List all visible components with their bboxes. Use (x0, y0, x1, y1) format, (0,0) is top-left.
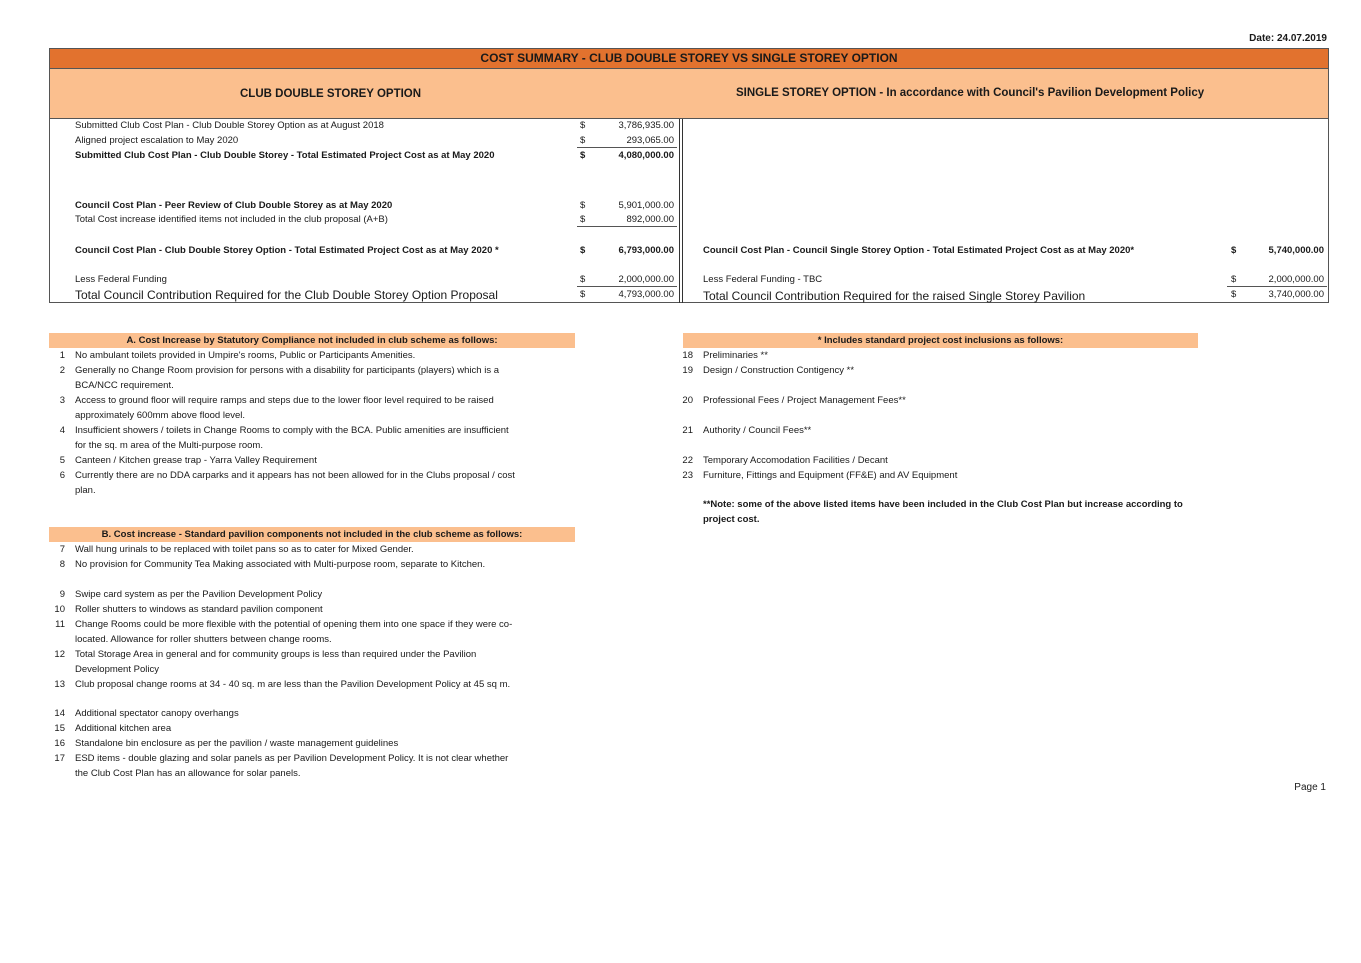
item-text: No ambulant toilets provided in Umpire's rooms, Public or Participants Amenities. (75, 350, 416, 361)
item-number: 9 (59, 589, 65, 600)
left-row-amount: 6,793,000.00 (618, 245, 674, 256)
left-row-label: Aligned project escalation to May 2020 (75, 135, 239, 146)
item-text: Total Storage Area in general and for community groups is less than required under the Pavilion (75, 649, 477, 660)
item-number: 20 (682, 395, 693, 406)
left-row-amount: 892,000.00 (626, 214, 674, 225)
document-date: Date: 24.07.2019 (1249, 33, 1327, 44)
currency-symbol: $ (1231, 245, 1237, 256)
currency-symbol: $ (580, 200, 586, 211)
left-total-label: Total Council Contribution Required for the Club Double Storey Option Proposal (75, 288, 498, 302)
right-row-label: Less Federal Funding - TBC (703, 274, 823, 285)
item-number: 14 (54, 708, 65, 719)
item-text: Generally no Change Room provision for persons with a disability for participants (players) which is a (75, 365, 499, 376)
subtotal-line (577, 226, 677, 227)
item-text: Authority / Council Fees** (703, 425, 812, 436)
column-divider (679, 119, 680, 303)
item-text-cont: for the sq. m area of the Multi-purpose room. (75, 440, 263, 451)
subtotal-line (1227, 286, 1327, 287)
item-number: 3 (59, 395, 65, 406)
item-number: 17 (54, 753, 65, 764)
item-number: 13 (54, 679, 65, 690)
item-text: Wall hung urinals to be replaced with toilet pans so as to cater for Mixed Gender. (75, 544, 414, 555)
item-text: ESD items - double glazing and solar panels as per Pavilion Development Policy. It is not clear whether (75, 753, 509, 764)
item-number: 4 (59, 425, 65, 436)
item-text-cont: the Club Cost Plan has an allowance for solar panels. (75, 768, 301, 779)
item-text: Access to ground floor will require ramps and steps due to the lower floor level required to be raised (75, 395, 494, 406)
item-number: 11 (55, 619, 65, 630)
left-row-amount: 2,000,000.00 (618, 274, 674, 285)
subtotal-line (577, 147, 677, 148)
item-text-cont: plan. (75, 485, 96, 496)
currency-symbol: $ (580, 289, 586, 300)
item-text: Temporary Accomodation Facilities / Decant (703, 455, 888, 466)
item-text: Change Rooms could be more flexible with the potential of opening them into one space if they were co- (75, 619, 513, 630)
inclusions-note-cont: project cost. (703, 514, 760, 525)
right-option-header: SINGLE STOREY OPTION - In accordance with Council's Pavilion Development Policy (736, 87, 1205, 99)
item-number: 15 (54, 723, 65, 734)
item-number: 10 (54, 604, 65, 615)
currency-symbol: $ (580, 214, 586, 225)
item-number: 7 (59, 544, 65, 555)
section-a-header: A. Cost Increase by Statutory Compliance not included in club scheme as follows: (49, 333, 575, 348)
item-text: Additional spectator canopy overhangs (75, 708, 239, 719)
item-text: Professional Fees / Project Management Fees** (703, 395, 906, 406)
item-text: Furniture, Fittings and Equipment (FF&E) and AV Equipment (703, 470, 958, 481)
left-row-label: Submitted Club Cost Plan - Club Double Storey - Total Estimated Project Cost as at May 2020 (75, 150, 495, 161)
item-number: 16 (54, 738, 65, 749)
right-total-label: Total Council Contribution Required for the raised Single Storey Pavilion (703, 289, 1086, 303)
item-text-cont: BCA/NCC requirement. (75, 380, 174, 391)
item-number: 18 (682, 350, 693, 361)
item-number: 22 (682, 455, 693, 466)
inclusions-header: * Includes standard project cost inclusions as follows: (683, 333, 1198, 348)
item-text-cont: located. Allowance for roller shutters between change rooms. (75, 634, 332, 645)
currency-symbol: $ (580, 245, 586, 256)
item-number: 19 (682, 365, 693, 376)
currency-symbol: $ (1231, 289, 1237, 300)
item-number: 23 (682, 470, 693, 481)
column-divider (682, 119, 683, 303)
item-text: Swipe card system as per the Pavilion Development Policy (75, 589, 323, 600)
left-row-amount: 5,901,000.00 (618, 200, 674, 211)
item-number: 2 (59, 365, 65, 376)
item-text: Standalone bin enclosure as per the pavilion / waste management guidelines (75, 738, 399, 749)
currency-symbol: $ (580, 150, 586, 161)
item-text-cont: approximately 600mm above flood level. (75, 410, 246, 421)
inclusions-note: **Note: some of the above listed items have been included in the Club Cost Plan but increase according to (703, 499, 1183, 510)
page-number: Page 1 (1294, 782, 1326, 793)
item-number: 12 (54, 649, 65, 660)
right-total-amount: 3,740,000.00 (1268, 289, 1324, 300)
cost-summary-table (49, 48, 1329, 303)
item-text: Insufficient showers / toilets in Change Rooms to comply with the BCA. Public amenities are insufficient (75, 425, 509, 436)
item-number: 21 (682, 425, 693, 436)
currency-symbol: $ (580, 120, 586, 131)
item-text: No provision for Community Tea Making associated with Multi-purpose room, separate to Kitchen. (75, 559, 486, 570)
item-number: 8 (59, 559, 65, 570)
item-text: Canteen / Kitchen grease trap - Yarra Valley Requirement (75, 455, 317, 466)
left-row-amount: 4,080,000.00 (618, 150, 674, 161)
currency-symbol: $ (1231, 274, 1237, 285)
item-text: Currently there are no DDA carparks and it appears has not been allowed for in the Clubs proposal / cost (75, 470, 515, 481)
item-number: 5 (59, 455, 65, 466)
left-total-amount: 4,793,000.00 (618, 289, 674, 300)
left-row-amount: 3,786,935.00 (618, 120, 674, 131)
right-row-label: Council Cost Plan - Council Single Storey Option - Total Estimated Project Cost as at May 2020* (703, 245, 1135, 256)
currency-symbol: $ (580, 274, 586, 285)
item-number: 1 (59, 350, 65, 361)
item-text: Club proposal change rooms at 34 - 40 sq. m are less than the Pavilion Development Policy at 45 sq m. (75, 679, 511, 690)
right-row-amount: 5,740,000.00 (1268, 245, 1324, 256)
left-row-label: Council Cost Plan - Club Double Storey Option - Total Estimated Project Cost as at May 2020 * (75, 245, 499, 256)
item-text: Additional kitchen area (75, 723, 172, 734)
left-row-label: Submitted Club Cost Plan - Club Double Storey Option as at August 2018 (75, 120, 384, 131)
item-text: Roller shutters to windows as standard pavilion component (75, 604, 323, 615)
left-row-amount: 293,065.00 (626, 135, 674, 146)
currency-symbol: $ (580, 135, 586, 146)
section-b-header: B. Cost increase - Standard pavilion components not included in the club scheme as follows: (49, 527, 575, 542)
item-text-cont: Development Policy (75, 664, 159, 675)
summary-title: COST SUMMARY - CLUB DOUBLE STOREY VS SINGLE STOREY OPTION (50, 49, 1328, 69)
left-row-label: Council Cost Plan - Peer Review of Club Double Storey as at May 2020 (75, 200, 393, 211)
subtotal-line (577, 286, 677, 287)
item-text: Design / Construction Contigency ** (703, 365, 855, 376)
right-row-amount: 2,000,000.00 (1268, 274, 1324, 285)
left-option-header: CLUB DOUBLE STOREY OPTION (240, 88, 422, 100)
item-text: Preliminaries ** (703, 350, 768, 361)
left-row-label: Total Cost increase identified items not included in the club proposal (A+B) (75, 214, 388, 225)
left-row-label: Less Federal Funding (75, 274, 167, 285)
item-number: 6 (59, 470, 65, 481)
